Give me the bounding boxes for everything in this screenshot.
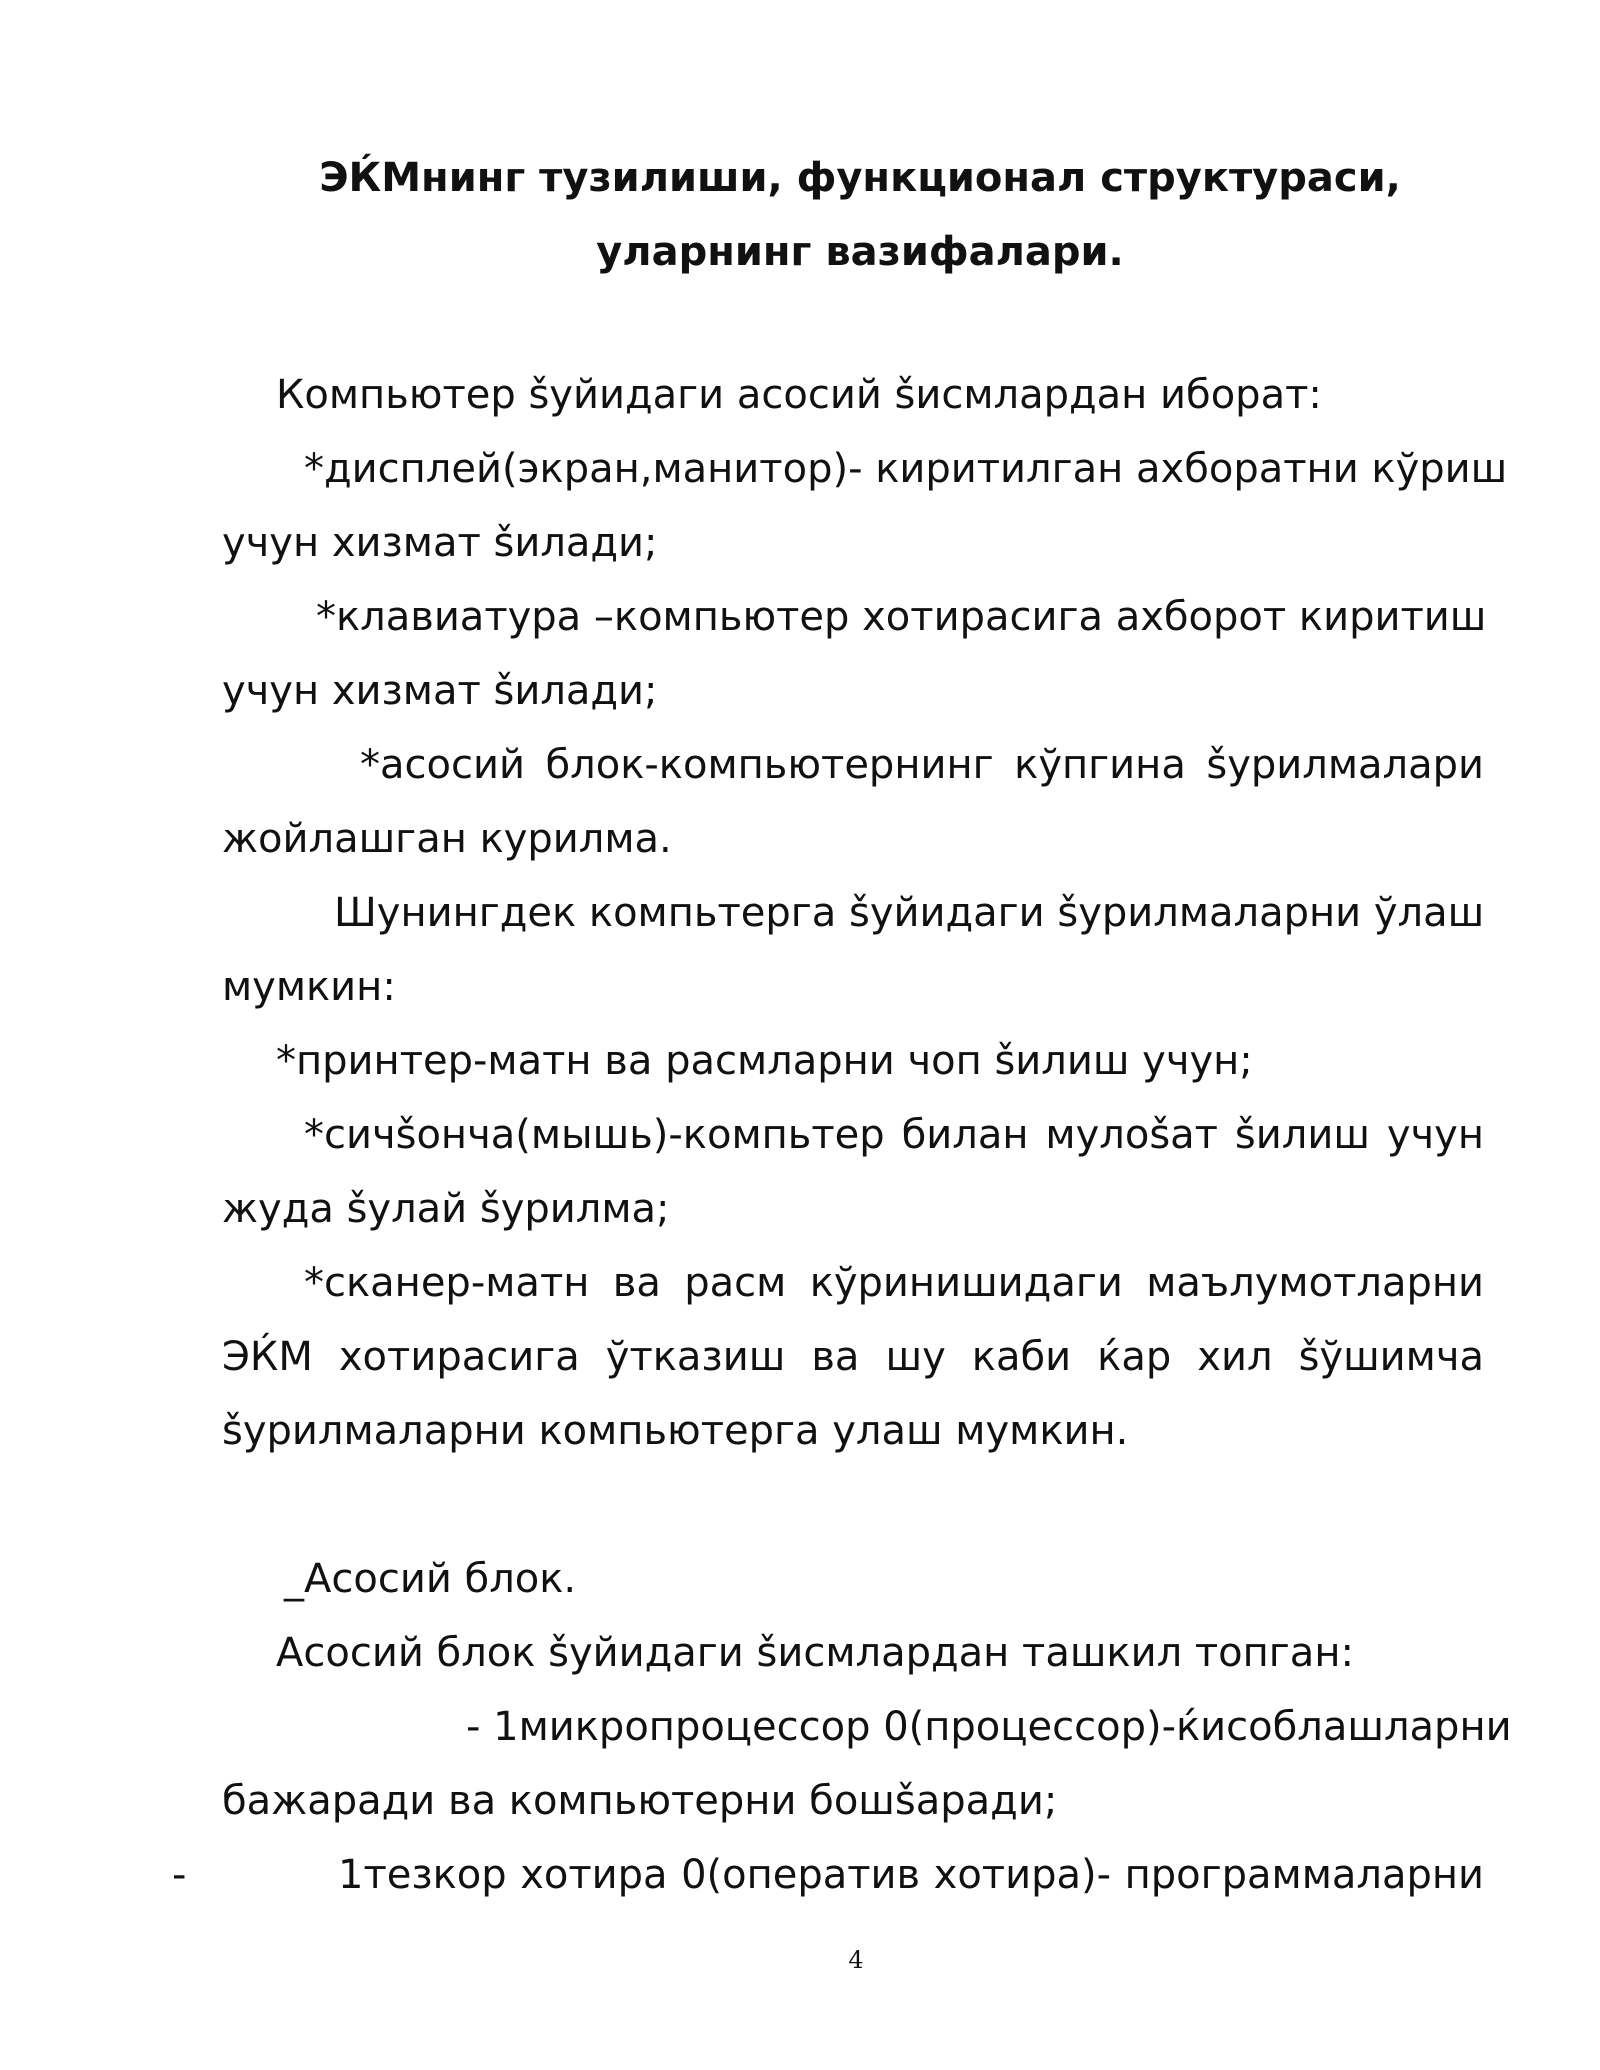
list-item-mouse-cont: жуда šулай šурилма; <box>222 1186 670 1232</box>
list-dash: - <box>172 1852 187 1898</box>
list-item-display: *дисплей(экран,манитор)- киритилган ахборатни кўриш <box>304 446 1508 492</box>
list-item-system-unit-cont: жойлашган курилма. <box>222 816 672 862</box>
list-item-display-cont: учун хизмат šилади; <box>222 520 658 566</box>
document-title-line-2: уларнинг вазифалари. <box>596 229 1124 275</box>
list-item-scanner: *сканер-матн ва расм кўринишидаги маълумотларни <box>304 1260 1484 1306</box>
list-item-system-unit: *асосий блок-компьютернинг кўпгина šурилмалари <box>360 742 1484 788</box>
peripherals-paragraph-cont: мумкин: <box>222 964 396 1010</box>
list-item-microprocessor: - 1микропроцессор 0(процессор)-ќисоблашларни <box>466 1704 1512 1750</box>
list-item-keyboard: *клавиатура –компьютер хотирасига ахборот киритиш <box>316 594 1487 640</box>
system-unit-paragraph: Асосий блок šуйидаги šисмлардан ташкил топган: <box>276 1630 1354 1676</box>
list-item-ram: 1тезкор хотира 0(оператив хотира)- программаларни <box>338 1852 1484 1898</box>
peripherals-paragraph: Шунингдек компьтерга šуйидаги šурилмаларни ўлаш <box>334 890 1485 936</box>
list-item-microprocessor-cont: бажаради ва компьютерни бошšаради; <box>222 1778 1058 1824</box>
list-item-scanner-cont-1: ЭЌМ хотирасига ўтказиш ва шу каби ќар хил šўшимча <box>222 1334 1484 1380</box>
document-title-line-1: ЭЌМнинг тузилиши, функционал структураси, <box>319 155 1401 201</box>
list-item-printer: *принтер-матн ва расмларни чоп šилиш учун; <box>276 1038 1253 1084</box>
intro-paragraph: Компьютер šуйидаги асосий šисмлардан иборат: <box>276 372 1322 418</box>
list-item-scanner-cont-2: šурилмаларни компьютерга улаш мумкин. <box>222 1408 1129 1454</box>
section-heading-system-unit: _Асосий блок. <box>284 1556 577 1602</box>
list-item-keyboard-cont: учун хизмат šилади; <box>222 668 658 714</box>
page-number: 4 <box>848 1946 864 1974</box>
list-item-mouse: *сичšонча(мышь)-компьтер билан мулоšат šилиш учун <box>304 1112 1484 1158</box>
